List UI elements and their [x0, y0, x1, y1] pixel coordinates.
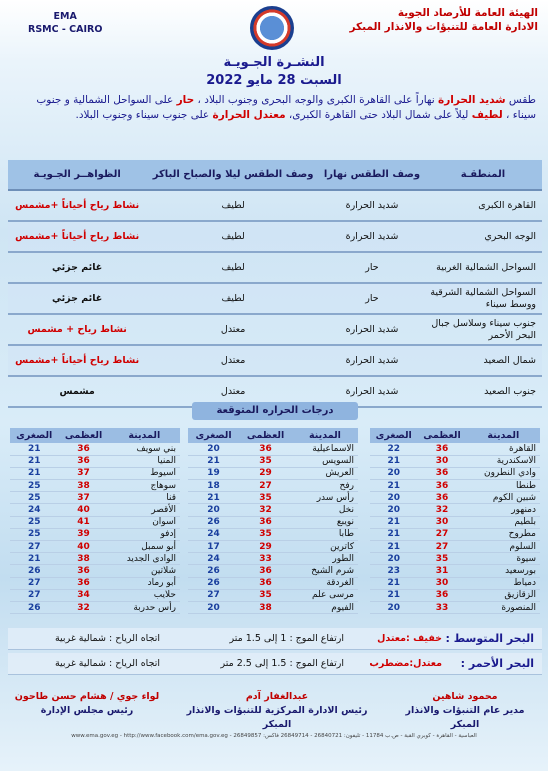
bulletin-heading	[0, 54, 548, 90]
forecast-rows	[8, 190, 542, 407]
max-temp-cell: 38	[58, 480, 108, 492]
min-temp-cell: 21	[188, 492, 239, 504]
max-temp-cell: 35	[239, 492, 292, 504]
min-temp-cell: 26	[188, 565, 239, 577]
forecast-row	[8, 345, 542, 376]
org-header-english	[28, 10, 102, 36]
city-cell: دمنهور	[467, 504, 540, 516]
org-department: الادارة العامة للتنبؤات والانذار المبكر	[349, 21, 538, 33]
region-cell: السواحل الشمالية الغربية	[424, 252, 542, 283]
signature-block	[12, 690, 162, 718]
min-temp-cell: 24	[10, 504, 58, 516]
city-header: المدينة	[109, 428, 180, 443]
summary-highlight: معتدل الحرارة	[212, 109, 286, 121]
max-temp-cell: 31	[417, 565, 466, 577]
org-abbrev: EMA	[53, 11, 77, 22]
min-temp-cell: 21	[370, 528, 417, 540]
temperature-row	[370, 577, 540, 589]
max-temp-cell: 30	[417, 577, 466, 589]
min-temp-cell: 20	[370, 467, 417, 479]
city-cell: الاسكندرية	[467, 455, 540, 467]
temperature-header-row	[10, 428, 180, 443]
city-cell: بني سويف	[109, 443, 180, 455]
max-temp-cell: 37	[58, 492, 108, 504]
temperature-header-row	[188, 428, 358, 443]
temperature-row	[10, 492, 180, 504]
temperature-header-row	[370, 428, 540, 443]
max-temp-cell: 40	[58, 504, 108, 516]
min-temp-cell: 20	[370, 504, 417, 516]
temperature-table-sinai	[188, 428, 358, 614]
day-cell: شديد الحراره	[320, 314, 424, 345]
temperature-row	[370, 492, 540, 504]
forecast-row	[8, 190, 542, 221]
signatory-name: لواء جوي / هشام حسن طاحون	[14, 691, 160, 702]
min-temp-cell: 27	[10, 589, 58, 601]
max-temp-cell: 27	[417, 528, 466, 540]
min-temp-cell: 21	[10, 467, 58, 479]
temperature-row	[370, 528, 540, 540]
city-cell: إدفو	[109, 528, 180, 540]
night-cell: لطيف	[146, 252, 320, 283]
phenomena-cell: غائم جزئي	[8, 283, 146, 314]
night-cell: لطيف	[146, 283, 320, 314]
min-temp-cell: 24	[188, 528, 239, 540]
temperature-table-north	[370, 428, 540, 614]
bulletin-date: السبت 28 مايو 2022	[206, 73, 342, 88]
max-temp-cell: 29	[239, 467, 292, 479]
min-temp-cell: 20	[188, 443, 239, 455]
temperature-row	[10, 577, 180, 589]
max-temp-cell: 33	[417, 601, 466, 613]
min-header: الصغرى	[10, 428, 58, 443]
temperature-row	[10, 528, 180, 540]
temperature-row	[370, 541, 540, 553]
temperature-row	[10, 565, 180, 577]
temperature-row	[188, 541, 358, 553]
min-temp-cell: 25	[10, 480, 58, 492]
city-cell: السويس	[292, 455, 358, 467]
min-temp-cell: 20	[188, 601, 239, 613]
city-cell: سوهاج	[109, 480, 180, 492]
phenomena-header: الظواهــر الجـويـة	[8, 160, 146, 190]
night-cell: لطيف	[146, 190, 320, 221]
min-temp-cell: 17	[188, 541, 239, 553]
max-temp-cell: 35	[239, 528, 292, 540]
signature-block	[172, 690, 382, 732]
temperature-row	[188, 504, 358, 516]
region-cell: الوجه البحري	[424, 221, 542, 252]
max-temp-cell: 36	[58, 455, 108, 467]
max-header: العظمى	[58, 428, 108, 443]
org-name: الهيئة العامة للأرصاد الجوية	[397, 7, 538, 19]
temperature-row	[370, 589, 540, 601]
phenomena-cell: نشاط رياح أحياناً +مشمس	[8, 190, 146, 221]
temperature-row	[370, 455, 540, 467]
min-temp-cell: 20	[370, 492, 417, 504]
city-cell: الاسماعيلية	[292, 443, 358, 455]
org-header-arabic	[350, 6, 538, 34]
forecast-row	[8, 221, 542, 252]
temperature-row	[10, 467, 180, 479]
city-cell: أبو سمبل	[109, 541, 180, 553]
temperature-row	[370, 516, 540, 528]
city-cell: رفح	[292, 480, 358, 492]
temperature-row	[188, 565, 358, 577]
max-temp-cell: 36	[417, 480, 466, 492]
city-cell: طابا	[292, 528, 358, 540]
weather-summary	[12, 93, 536, 123]
min-temp-cell: 25	[10, 516, 58, 528]
summary-text: على جنوب سيناء وجنوب البلاد.	[75, 109, 213, 121]
day-cell: حار	[320, 283, 424, 314]
max-temp-cell: 36	[58, 565, 108, 577]
day-cell: شديد الحرارة	[320, 345, 424, 376]
temperature-row	[370, 565, 540, 577]
summary-text: طقس	[505, 94, 536, 106]
min-temp-cell: 18	[188, 480, 239, 492]
max-temp-cell: 35	[239, 589, 292, 601]
temperature-row	[10, 541, 180, 553]
max-temp-cell: 35	[417, 553, 466, 565]
max-temp-cell: 27	[417, 541, 466, 553]
min-temp-cell: 20	[188, 504, 239, 516]
temperature-row	[188, 492, 358, 504]
temperature-row	[188, 480, 358, 492]
max-temp-cell: 36	[417, 492, 466, 504]
temperature-row	[188, 553, 358, 565]
city-cell: طنطا	[467, 480, 540, 492]
signatory-name: محمود شاهين	[432, 691, 498, 702]
min-temp-cell: 25	[10, 492, 58, 504]
max-header: العظمى	[239, 428, 292, 443]
city-cell: القاهرة	[467, 443, 540, 455]
summary-text: على السواحل الشمالية و جنوب سيناء ،	[36, 94, 536, 121]
city-cell: بلطيم	[467, 516, 540, 528]
temperature-row	[370, 553, 540, 565]
phenomena-cell: نشاط رياح أحياناً +مشمس	[8, 345, 146, 376]
city-cell: الطور	[292, 553, 358, 565]
phenomena-cell: نشاط رياح + مشمس	[8, 314, 146, 345]
city-cell: المنيا	[109, 455, 180, 467]
forecast-row	[8, 252, 542, 283]
night-cell: معتدل	[146, 314, 320, 345]
city-cell: أبو رماد	[109, 577, 180, 589]
temperature-row	[10, 480, 180, 492]
city-cell: بورسعيد	[467, 565, 540, 577]
sea-row-mediterranean	[8, 628, 542, 650]
min-temp-cell: 27	[10, 577, 58, 589]
temperature-row	[370, 443, 540, 455]
max-temp-cell: 38	[58, 553, 108, 565]
min-temp-cell: 26	[188, 577, 239, 589]
temperature-row	[188, 467, 358, 479]
max-temp-cell: 30	[417, 516, 466, 528]
city-cell: شلاتين	[109, 565, 180, 577]
temperature-row	[188, 577, 358, 589]
min-header: الصغرى	[188, 428, 239, 443]
max-temp-cell: 27	[239, 480, 292, 492]
min-header: الصغرى	[370, 428, 417, 443]
bulletin-title: النشـرة الجـويـة	[223, 55, 325, 70]
temperature-row	[10, 504, 180, 516]
ema-logo-icon	[250, 6, 294, 50]
min-temp-cell: 20	[370, 601, 417, 613]
org-center: RSMC - CAIRO	[28, 24, 103, 35]
city-cell: دمياط	[467, 577, 540, 589]
temperature-row	[188, 443, 358, 455]
city-cell: كاترين	[292, 541, 358, 553]
city-cell: الأقصر	[109, 504, 180, 516]
summary-text: ليلاً على شمال البلاد حتى القاهرة الكبرى،	[285, 109, 472, 121]
min-temp-cell: 21	[370, 455, 417, 467]
sea-name: البحر الأحمر :	[460, 657, 534, 670]
phenomena-cell: نشاط رياح أحياناً +مشمس	[8, 221, 146, 252]
city-cell: الفيوم	[292, 601, 358, 613]
sea-status: معتدل:مضطرب	[369, 658, 442, 669]
max-temp-cell: 36	[239, 577, 292, 589]
signatory-title: رئيس الادارة المركزية للتنبؤات والانذار المبكر	[186, 705, 368, 730]
max-temp-cell: 30	[417, 455, 466, 467]
max-temp-cell: 36	[239, 516, 292, 528]
max-temp-cell: 39	[58, 528, 108, 540]
city-cell: شرم الشيخ	[292, 565, 358, 577]
day-cell: شديد الحرارة	[320, 190, 424, 221]
min-temp-cell: 25	[10, 528, 58, 540]
region-cell: القاهرة الكبرى	[424, 190, 542, 221]
max-temp-cell: 35	[239, 455, 292, 467]
night-header: وصف الطقس ليلا والصباح الباكر	[146, 160, 320, 190]
region-cell: شمال الصعيد	[424, 345, 542, 376]
phenomena-cell: مشمس	[8, 376, 146, 407]
max-temp-cell: 33	[239, 553, 292, 565]
city-cell: الزقازيق	[467, 589, 540, 601]
max-temp-cell: 36	[239, 443, 292, 455]
city-cell: مطروح	[467, 528, 540, 540]
sea-row-red-sea	[8, 653, 542, 675]
min-temp-cell: 19	[188, 467, 239, 479]
sea-name: البحر المتوسط :	[445, 632, 534, 645]
min-temp-cell: 21	[10, 455, 58, 467]
city-cell: اسيوط	[109, 467, 180, 479]
region-cell: جنوب سيناء وسلاسل جبال البحر الأحمر	[424, 314, 542, 345]
temperature-row	[10, 553, 180, 565]
sea-status: معتدل	[377, 633, 406, 644]
sea-status-label: خفيف :	[406, 633, 442, 644]
city-cell: الوادى الجديد	[109, 553, 180, 565]
temperature-row	[188, 516, 358, 528]
min-temp-cell: 21	[370, 541, 417, 553]
max-temp-cell: 36	[58, 443, 108, 455]
min-temp-cell: 21	[188, 455, 239, 467]
contact-footer: العباسية - القاهرة - كوبري القبة - ص.ب 11784 - تليفون: 26840721 - 26849714 فاكس: 26849857 - www.ema.gov.eg - http://www.facebook.com/ema.gov.eg	[71, 733, 477, 739]
city-cell: مرسى علم	[292, 589, 358, 601]
temperature-row	[370, 601, 540, 613]
city-cell: رأس حدربة	[109, 601, 180, 613]
signatory-title: رئيس مجلس الإدارة	[40, 705, 134, 716]
min-temp-cell: 27	[10, 541, 58, 553]
max-temp-cell: 36	[417, 443, 466, 455]
city-header: المدينة	[292, 428, 358, 443]
min-temp-cell: 20	[370, 553, 417, 565]
region-cell: جنوب الصعيد	[424, 376, 542, 407]
max-temp-cell: 40	[58, 541, 108, 553]
min-temp-cell: 24	[188, 553, 239, 565]
max-temp-cell: 41	[58, 516, 108, 528]
phenomena-cell: غائم جزئي	[8, 252, 146, 283]
min-temp-cell: 27	[188, 589, 239, 601]
regional-forecast-table	[8, 160, 542, 408]
max-temp-cell: 32	[239, 504, 292, 516]
max-temp-cell: 32	[417, 504, 466, 516]
day-cell: حار	[320, 252, 424, 283]
summary-highlight: شديد الحرارة	[438, 94, 506, 106]
max-temp-cell: 36	[417, 589, 466, 601]
wave-height: ارتفاع الموج : 1 إلى 1.5 متر	[229, 633, 344, 644]
night-cell: معتدل	[146, 345, 320, 376]
day-cell: شديد الحرارة	[320, 376, 424, 407]
min-temp-cell: 21	[10, 553, 58, 565]
city-cell: السلوم	[467, 541, 540, 553]
temperature-row	[370, 467, 540, 479]
min-temp-cell: 26	[188, 516, 239, 528]
temperature-row	[10, 601, 180, 613]
max-temp-cell: 37	[58, 467, 108, 479]
min-temp-cell: 26	[10, 601, 58, 613]
min-temp-cell: 21	[370, 480, 417, 492]
temperature-row	[188, 601, 358, 613]
night-cell: لطيف	[146, 221, 320, 252]
temperature-row	[10, 443, 180, 455]
region-cell: السواحل الشمالية الشرقية ووسط سيناء	[424, 283, 542, 314]
city-cell: الغردقة	[292, 577, 358, 589]
temperature-row	[188, 455, 358, 467]
max-temp-cell: 36	[58, 577, 108, 589]
temperature-row	[10, 589, 180, 601]
temperature-row	[370, 480, 540, 492]
forecast-header-row	[8, 160, 542, 190]
min-temp-cell: 22	[370, 443, 417, 455]
city-cell: قنا	[109, 492, 180, 504]
max-temp-cell: 29	[239, 541, 292, 553]
city-cell: وادي النطرون	[467, 467, 540, 479]
min-temp-cell: 21	[10, 443, 58, 455]
city-cell: سيوة	[467, 553, 540, 565]
min-temp-cell: 21	[370, 589, 417, 601]
min-temp-cell: 21	[370, 577, 417, 589]
max-temp-cell: 38	[239, 601, 292, 613]
region-header: المنطقـة	[424, 160, 542, 190]
wind-direction: اتجاه الرياح : شمالية غربية	[54, 633, 160, 644]
city-cell: نخل	[292, 504, 358, 516]
max-temp-cell: 36	[239, 565, 292, 577]
min-temp-cell: 21	[370, 516, 417, 528]
temperature-row	[10, 455, 180, 467]
city-cell: العريش	[292, 467, 358, 479]
city-cell: شبين الكوم	[467, 492, 540, 504]
max-temp-cell: 36	[417, 467, 466, 479]
city-cell: نويبع	[292, 516, 358, 528]
temperature-row	[188, 528, 358, 540]
max-temp-cell: 34	[58, 589, 108, 601]
day-cell: شديد الحرارة	[320, 221, 424, 252]
forecast-row	[8, 283, 542, 314]
temperature-row	[370, 504, 540, 516]
city-header: المدينة	[467, 428, 540, 443]
signatory-name: عبدالغفار آدم	[245, 691, 309, 702]
summary-text: نهاراً على القاهرة الكبرى والوجه البحرى وجنوب البلاد ،	[194, 94, 439, 106]
temperature-section-title: درجات الحراره المتوقعة	[192, 402, 358, 420]
city-cell: حلايب	[109, 589, 180, 601]
max-temp-cell: 32	[58, 601, 108, 613]
wave-height: ارتفاع الموج : 1.5 إلى 2.5 متر	[220, 658, 344, 669]
night-cell: معتدل	[146, 376, 320, 407]
signature-block	[390, 690, 540, 732]
day-header: وصف الطقس نهارا	[320, 160, 424, 190]
min-temp-cell: 26	[10, 565, 58, 577]
min-temp-cell: 23	[370, 565, 417, 577]
city-cell: رأس سدر	[292, 492, 358, 504]
max-header: العظمى	[417, 428, 466, 443]
city-cell: المنصورة	[467, 601, 540, 613]
signatory-title: مدير عام التنبؤات والانذار المبكر	[405, 705, 525, 730]
forecast-row	[8, 314, 542, 345]
temperature-row	[10, 516, 180, 528]
temperature-table-south	[10, 428, 180, 614]
summary-highlight: حار	[176, 94, 195, 106]
wind-direction: اتجاه الرياح : شمالية غربية	[54, 658, 160, 669]
summary-highlight: لطيف	[471, 109, 503, 121]
city-cell: اسوان	[109, 516, 180, 528]
temperature-row	[188, 589, 358, 601]
